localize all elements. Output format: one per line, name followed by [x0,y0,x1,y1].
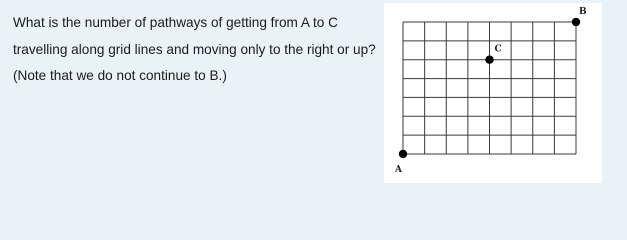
grid-figure [384,3,602,183]
point-a-label: A [395,165,402,175]
point-c-marker [485,56,493,64]
point-c-label: C [494,44,502,55]
question-text: What is the number of pathways of getting from A to C travelling along grid lines and moving only to the right or up? (Note that we do not continue to B.) [13,15,376,83]
point-a-marker [399,150,407,158]
grid-lines [403,22,576,154]
point-b-marker [572,18,580,26]
grid-diagram [384,3,602,183]
point-b-label: B [579,7,587,17]
grid-points [394,7,587,175]
